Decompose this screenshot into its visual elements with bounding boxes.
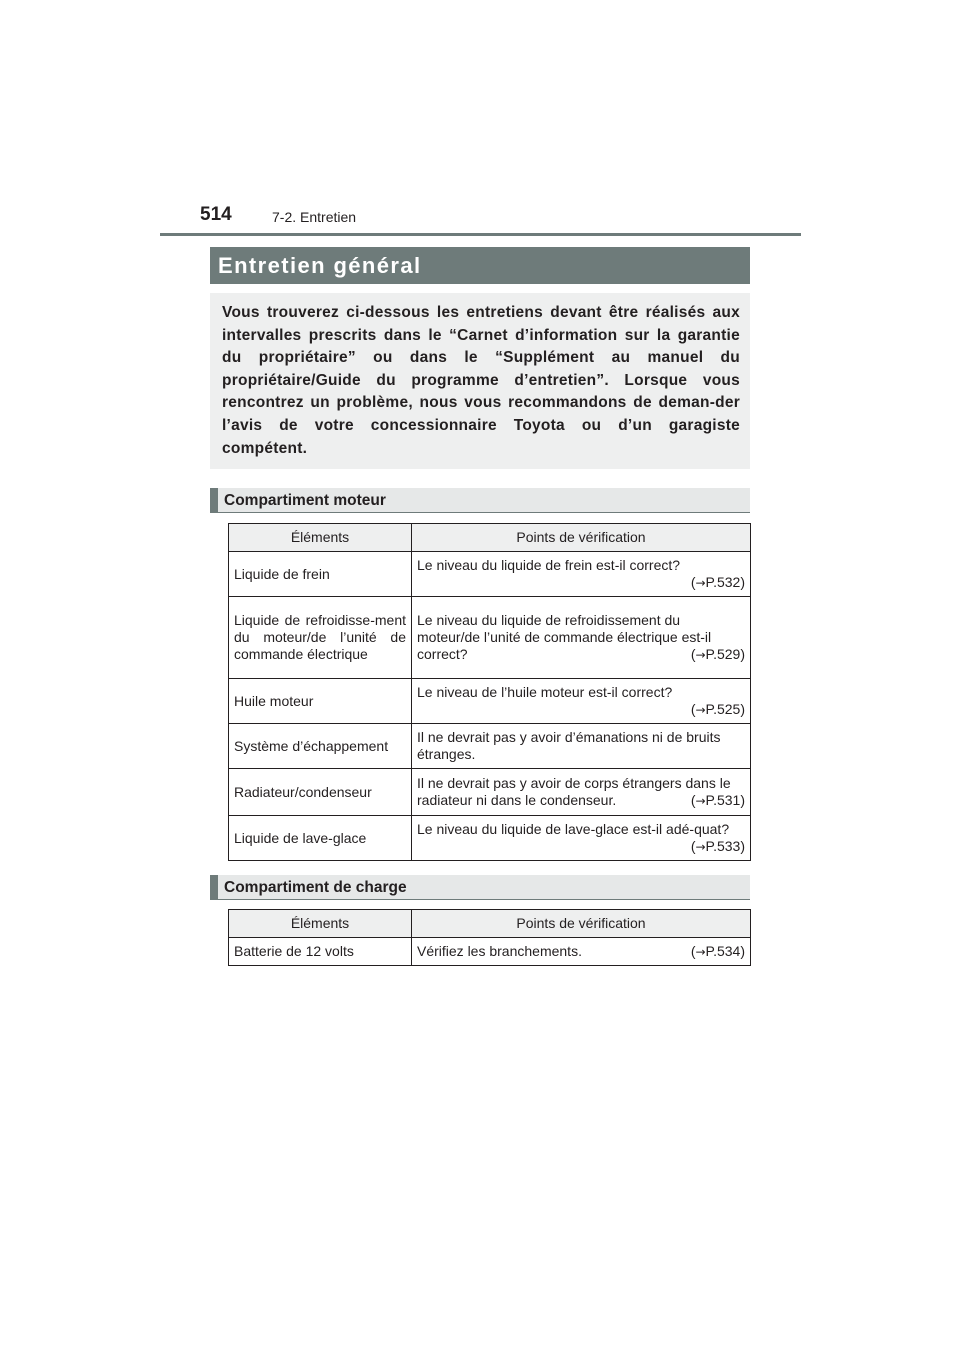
row-item: Liquide de lave-glace [229, 816, 412, 861]
row-check-text: Il ne devrait pas y avoir d’émanations ni de bruits étranges. [417, 729, 721, 762]
header-rule [160, 233, 801, 236]
row-item: Batterie de 12 volts [229, 938, 412, 966]
row-check [412, 679, 751, 724]
row-check [412, 938, 751, 966]
row-check [412, 724, 751, 769]
page-reference: (→P.529) [690, 645, 745, 662]
cargo-check-table [228, 909, 751, 966]
row-check-text: Le niveau du liquide de lave-glace est-il adé-quat? [417, 820, 730, 837]
arrow-right-icon: → [695, 793, 706, 808]
page-reference: (→P.532) [690, 573, 745, 590]
row-check-text: Le niveau de l’huile moteur est-il correct? [417, 683, 673, 700]
page-reference: (→P.533) [690, 837, 745, 854]
table-row [229, 552, 751, 597]
row-item: Radiateur/condenseur [229, 769, 412, 816]
row-item: Huile moteur [229, 679, 412, 724]
column-header-checks: Points de vérification [412, 910, 751, 938]
row-item-text: Liquide de refroidisse-ment du moteur/de l’unité de commande électrique [234, 612, 406, 662]
table-row [229, 679, 751, 724]
table-row [229, 938, 751, 966]
page-reference: (→P.534) [690, 942, 745, 959]
arrow-right-icon: → [695, 575, 706, 590]
table-row [229, 724, 751, 769]
row-check-text: Le niveau du liquide de refroidissement du moteur/de l’unité de commande électrique est-il correct? [417, 611, 712, 662]
table-row [229, 769, 751, 816]
page-reference: (→P.531) [690, 791, 745, 808]
column-header-items: Éléments [229, 524, 412, 552]
page-number: 514 [200, 204, 232, 225]
row-item: Système d’échappement [229, 724, 412, 769]
arrow-right-icon: → [695, 839, 706, 854]
row-check [412, 816, 751, 861]
arrow-right-icon: → [695, 702, 706, 717]
row-check [412, 769, 751, 816]
cargo-section-heading: Compartiment de charge [210, 875, 750, 900]
engine-section-heading: Compartiment moteur [210, 488, 750, 513]
row-check-text: Vérifiez les branchements. [417, 942, 582, 959]
table-header-row [229, 910, 751, 938]
row-check [412, 552, 751, 597]
row-check-text: Le niveau du liquide de frein est-il correct? [417, 556, 681, 573]
row-check-text: Il ne devrait pas y avoir de corps étrangers dans le radiateur ni dans le condenseur. [417, 774, 731, 808]
column-header-checks: Points de vérification [412, 524, 751, 552]
intro-paragraph: Vous trouverez ci-dessous les entretiens devant être réalisés aux intervalles prescrits dans le “Carnet d’information sur la garantie du propriétaire” ou dans le “Supplément au manuel du propriétaire/Guide du programme d’entretien”. Lorsque vous rencontrez un problème, nous vous recommandons de deman-der l’avis de votre concessionnaire Toyota ou d’un garagiste compétent. [210, 293, 750, 469]
page-title: Entretien général [210, 247, 750, 284]
row-check [412, 597, 751, 679]
arrow-right-icon: → [695, 647, 706, 662]
engine-check-table [228, 523, 751, 861]
arrow-right-icon: → [695, 944, 706, 959]
table-header-row [229, 524, 751, 552]
row-item: Liquide de frein [229, 552, 412, 597]
section-label: 7-2. Entretien [272, 209, 357, 225]
table-row [229, 597, 751, 679]
table-row [229, 816, 751, 861]
column-header-items: Éléments [229, 910, 412, 938]
page-reference: (→P.525) [690, 700, 745, 717]
row-item [229, 597, 412, 679]
